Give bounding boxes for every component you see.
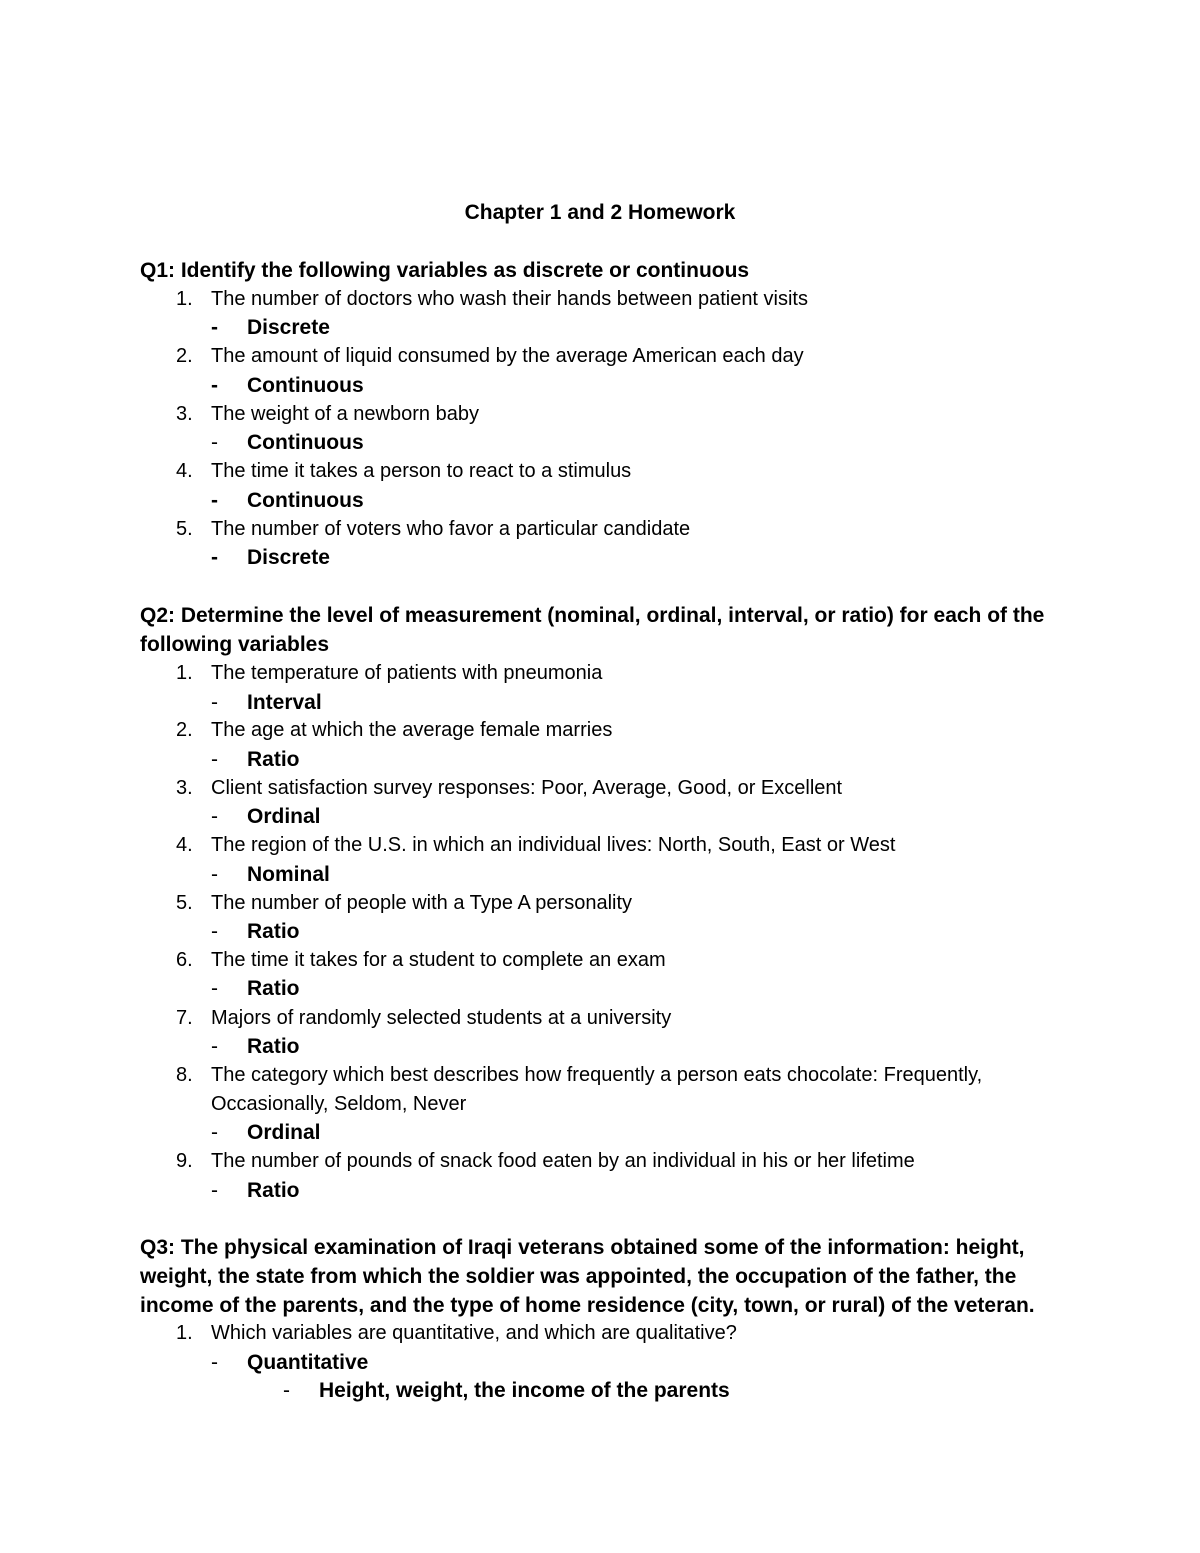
q2-item-1 xyxy=(176,659,1056,688)
item-text: The weight of a newborn baby xyxy=(211,403,479,425)
answer-text: Ratio xyxy=(247,977,300,1000)
answer-text: Continuous xyxy=(247,489,364,512)
answer-text: Ratio xyxy=(247,920,300,943)
answer-text: Height, weight, the income of the parents xyxy=(319,1379,730,1402)
answer-text: Ratio xyxy=(247,1035,300,1058)
answer-text: Ratio xyxy=(247,1179,300,1202)
item-text: The age at which the average female marries xyxy=(211,719,613,741)
item-number: 2. xyxy=(176,345,193,367)
q1-item-3 xyxy=(176,400,1056,429)
item-text: Client satisfaction survey responses: Poor, Average, Good, or Excellent xyxy=(211,777,843,799)
q1-heading: Q1: Identify the following variables as discrete or continuous xyxy=(140,259,750,282)
answer-text: Continuous xyxy=(247,374,364,397)
dash-bullet: - xyxy=(211,431,218,454)
item-number: 1. xyxy=(176,288,193,310)
q2-answer-8 xyxy=(211,1118,321,1147)
q3-answer-1 xyxy=(211,1348,368,1377)
q2-item-9 xyxy=(176,1147,1056,1176)
item-text: The number of doctors who wash their hands between patient visits xyxy=(211,288,808,310)
q2-answer-4 xyxy=(211,860,330,889)
item-text: Which variables are quantitative, and which are qualitative? xyxy=(211,1322,737,1344)
item-text: The temperature of patients with pneumonia xyxy=(211,662,603,684)
item-number: 5. xyxy=(176,518,193,540)
q3-sub-answer-1 xyxy=(283,1376,730,1405)
q2-answer-6 xyxy=(211,974,300,1003)
dash-bullet: - xyxy=(211,1121,218,1144)
answer-text: Discrete xyxy=(247,546,330,569)
answer-text: Ratio xyxy=(247,748,300,771)
q2-answer-1 xyxy=(211,688,322,717)
item-number: 8. xyxy=(176,1064,193,1086)
q2-item-4 xyxy=(176,831,1056,860)
item-number: 5. xyxy=(176,892,193,914)
dash-bullet: - xyxy=(211,374,218,397)
dash-bullet: - xyxy=(211,546,218,569)
item-number: 2. xyxy=(176,719,193,741)
dash-bullet: - xyxy=(211,920,218,943)
item-text: The number of voters who favor a particular candidate xyxy=(211,518,691,540)
answer-text: Interval xyxy=(247,691,322,714)
dash-bullet: - xyxy=(211,489,218,512)
item-number: 6. xyxy=(176,949,193,971)
dash-bullet: - xyxy=(211,863,218,886)
dash-bullet: - xyxy=(211,1179,218,1202)
dash-bullet: - xyxy=(211,316,218,339)
q2-item-2 xyxy=(176,716,1056,745)
dash-bullet: - xyxy=(211,1351,218,1374)
item-number: 4. xyxy=(176,834,193,856)
dash-bullet: - xyxy=(211,977,218,1000)
item-text: The number of people with a Type A personality xyxy=(211,892,633,914)
answer-text: Discrete xyxy=(247,316,330,339)
q2-answer-5 xyxy=(211,917,300,946)
item-text: Majors of randomly selected students at a university xyxy=(211,1007,672,1029)
q1-answer-2 xyxy=(211,371,364,400)
item-number: 7. xyxy=(176,1007,193,1029)
q2-answer-3 xyxy=(211,802,321,831)
item-text: The category which best describes how frequently a person eats chocolate: Frequently, Occasionally, Seldom, Never xyxy=(211,1064,983,1115)
answer-text: Ordinal xyxy=(247,805,321,828)
answer-text: Quantitative xyxy=(247,1351,369,1374)
dash-bullet: - xyxy=(211,805,218,828)
item-number: 1. xyxy=(176,1322,193,1344)
q3-heading: Q3: The physical examination of Iraqi veterans obtained some of the information: height, weight, the state from which the soldier was appointed, the occupation of the father, the income of the parents, and the type of home residence (city, town, or rural) of the veteran. xyxy=(140,1236,1035,1317)
q2-answer-2 xyxy=(211,745,300,774)
q1-answer-5 xyxy=(211,543,330,572)
q2-item-7 xyxy=(176,1004,1056,1033)
q1-answer-3 xyxy=(211,428,364,457)
q1-item-1 xyxy=(176,285,1056,314)
q1-answer-4 xyxy=(211,486,364,515)
item-number: 9. xyxy=(176,1150,193,1172)
item-number: 4. xyxy=(176,460,193,482)
item-text: The time it takes for a student to complete an exam xyxy=(211,949,666,971)
item-text: The number of pounds of snack food eaten by an individual in his or her lifetime xyxy=(211,1150,915,1172)
item-number: 3. xyxy=(176,403,193,425)
q1-item-4 xyxy=(176,457,1056,486)
q1-item-2 xyxy=(176,342,1056,371)
q2-item-5 xyxy=(176,889,1056,918)
dash-bullet: - xyxy=(211,748,218,771)
q2-answer-9 xyxy=(211,1176,300,1205)
q2-item-8 xyxy=(176,1061,1056,1119)
document-title: Chapter 1 and 2 Homework xyxy=(464,201,736,224)
item-text: The time it takes a person to react to a stimulus xyxy=(211,460,632,482)
q2-item-6 xyxy=(176,946,1056,975)
item-number: 3. xyxy=(176,777,193,799)
dash-bullet: - xyxy=(211,1035,218,1058)
q3-item-1 xyxy=(176,1319,1056,1348)
q1-answer-1 xyxy=(211,313,330,342)
dash-bullet: - xyxy=(211,691,218,714)
answer-text: Continuous xyxy=(247,431,364,454)
item-text: The amount of liquid consumed by the average American each day xyxy=(211,345,804,367)
q2-heading: Q2: Determine the level of measurement (nominal, ordinal, interval, or ratio) for each of the following variables xyxy=(140,604,1045,656)
item-text: The region of the U.S. in which an individual lives: North, South, East or West xyxy=(211,834,896,856)
answer-text: Nominal xyxy=(247,863,330,886)
q1-item-5 xyxy=(176,515,1056,544)
answer-text: Ordinal xyxy=(247,1121,321,1144)
q2-answer-7 xyxy=(211,1032,300,1061)
dash-bullet: - xyxy=(283,1379,290,1402)
q2-item-3 xyxy=(176,774,1056,803)
item-number: 1. xyxy=(176,662,193,684)
